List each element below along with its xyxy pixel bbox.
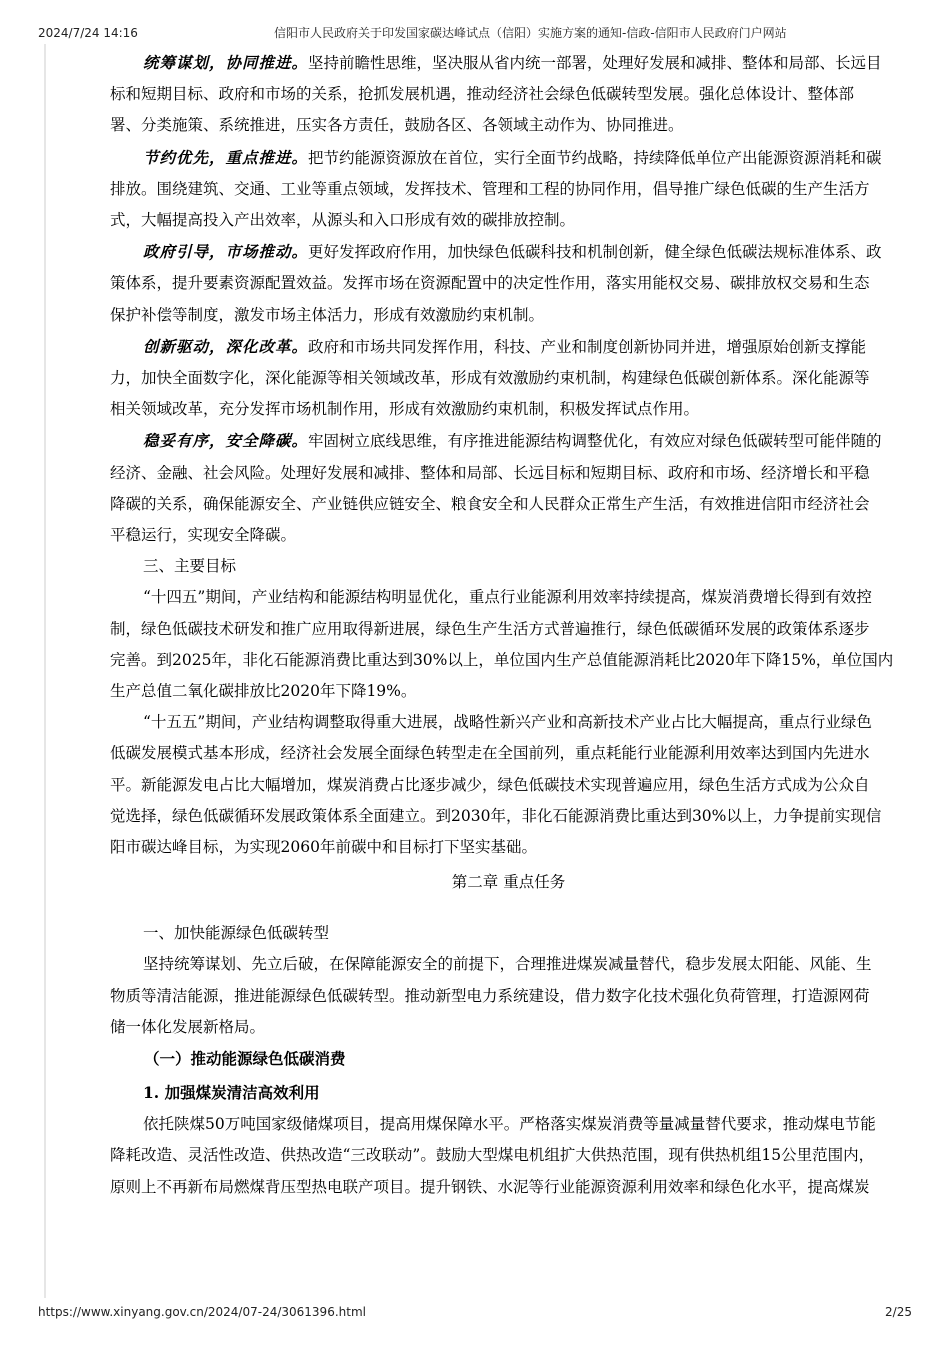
paragraph-text: 策体系，提升要素资源配置效益。发挥市场在资源配置中的决定性作用，落实用能权交易、碳排放权交易和生态 xyxy=(110,274,870,293)
paragraph-lead: 节约优先，重点推进。 xyxy=(143,147,309,167)
paragraph-text: 平稳运行，实现安全降碳。 xyxy=(110,526,297,545)
paragraph-text: 完善。到2025年，非化石能源消费比重达到30%以上，单位国内生产总值能源消耗比2020年下降15%，单位国内 xyxy=(110,650,894,669)
paragraph-text: 原则上不再新布局燃煤背压型热电联产项目。提升钢铁、水泥等行业能源资源利用效率和绿色化水平，提高煤炭 xyxy=(110,1177,870,1196)
paragraph-text: 觉选择，绿色低碳循环发展政策体系全面建立。到2030年，非化石能源消费比重达到30%以上，力争提前实现信 xyxy=(110,806,882,825)
principle-line xyxy=(110,520,907,551)
paragraph-text: 相关领域改革，充分发挥市场机制作用，形成有效激励约束机制，积极发挥试点作用。 xyxy=(110,400,700,419)
paragraph-text: 依托陕煤50万吨国家级储煤项目，提高用煤保障水平。严格落实煤炭消费等量减量替代要求，推动煤电节能 xyxy=(143,1115,876,1134)
principle-line xyxy=(110,300,907,331)
principle-line xyxy=(110,489,907,520)
print-datetime: 2024/7/24 14:16 xyxy=(38,26,138,40)
task-line xyxy=(110,1012,907,1043)
principle-line xyxy=(110,79,907,110)
chapter-title: 第二章 重点任务 xyxy=(451,873,566,892)
principle-line xyxy=(110,174,907,205)
paragraph-text: 把节约能源资源放在首位，实行全面节约战略，持续降低单位产出能源资源消耗和碳 xyxy=(308,148,882,167)
subsubsection-title: 1. 加强煤炭清洁高效利用 xyxy=(143,1083,320,1103)
paragraph-text: 保护补偿等制度，激发市场主体活力，形成有效激励约束机制。 xyxy=(110,305,545,324)
goal-line xyxy=(110,770,907,801)
paragraph-text: 坚持前瞻性思维，坚决服从省内统一部署，处理好发展和减排、整体和局部、长远目 xyxy=(308,54,882,72)
paragraph-text: 物质等清洁能源，推进能源绿色低碳转型。推动新型电力系统建设，借力数字化技术强化负荷管理，打造源网荷 xyxy=(110,986,870,1005)
paragraph-lead: 创新驱动，深化改革。 xyxy=(143,336,309,356)
paragraph-text: “十四五”期间，产业结构和能源结构明显优化，重点行业能源利用效率持续提高，煤炭消费增长得到有效控 xyxy=(143,588,872,607)
paragraph-lead: 政府引导，市场推动。 xyxy=(143,242,309,262)
print-page-title: 信阳市人民政府关于印发国家碳达峰试点（信阳）实施方案的通知-信政-信阳市人民政府门户网站 xyxy=(274,26,787,40)
page-url: https://www.xinyang.gov.cn/2024/07-24/3061396.html xyxy=(38,1305,366,1319)
paragraph-lead: 统筹谋划，协同推进。 xyxy=(143,53,309,72)
body-line xyxy=(110,1109,907,1140)
goal-line xyxy=(110,614,907,645)
paragraph-text: 更好发挥政府作用，加快绿色低碳科技和机制创新，健全绿色低碳法规标准体系、政 xyxy=(308,243,882,262)
paragraph-text: 式，大幅提高投入产出效率，从源头和入口形成有效的碳排放控制。 xyxy=(110,211,576,230)
paragraph-text: 署、分类施策、系统推进，压实各方责任，鼓励各区、各领域主动作为、协同推进。 xyxy=(110,116,684,135)
principles-section xyxy=(110,47,907,551)
print-header xyxy=(38,24,912,42)
subsection-title: （一）推动能源绿色低碳消费 xyxy=(144,1050,346,1069)
paragraph-text: 阳市碳达峰目标，为实现2060年前碳中和目标打下坚实基础。 xyxy=(110,838,537,857)
task-line xyxy=(110,981,907,1012)
principle-line xyxy=(110,236,907,268)
paragraph-text: 力，加快全面数字化，深化能源等相关领域改革，形成有效激励约束机制，构建绿色低碳创新体系。深化能源等 xyxy=(110,369,870,388)
goals-section xyxy=(110,582,907,863)
principle-line xyxy=(110,205,907,236)
paragraph-text: 坚持统筹谋划、先立后破，在保障能源安全的前提下，合理推进煤炭减量替代，稳步发展太阳能、风能、生 xyxy=(143,955,872,974)
goal-line xyxy=(110,582,907,613)
goal-line xyxy=(110,707,907,738)
principle-line xyxy=(110,458,907,489)
paragraph-text: 储一体化发展新格局。 xyxy=(110,1017,266,1036)
principle-line xyxy=(110,47,907,79)
goal-line xyxy=(110,801,907,832)
paragraph-text: “十五五”期间，产业结构调整取得重大进展，战略性新兴产业和高新技术产业占比大幅提高，重点行业绿色 xyxy=(143,713,872,732)
goal-line xyxy=(110,676,907,707)
task-title: 一、加快能源绿色低碳转型 xyxy=(143,924,330,943)
subsubsection-body xyxy=(110,1109,907,1203)
paragraph-text: 牢固树立底线思维，有序推进能源结构调整优化，有效应对绿色低碳转型可能伴随的 xyxy=(308,432,882,451)
article-body xyxy=(110,47,907,1287)
paragraph-text: 低碳发展模式基本形成，经济社会发展全面绿色转型走在全国前列，重点耗能行业能源利用效率达到国内先进水 xyxy=(110,744,870,763)
principle-line xyxy=(110,331,907,363)
paragraph-text: 经济、金融、社会风险。处理好发展和减排、整体和局部、长远目标和短期目标、政府和市场、经济增长和平稳 xyxy=(110,463,870,482)
task-line xyxy=(110,949,907,980)
paragraph-text: 标和短期目标、政府和市场的关系，抢抓发展机遇，推动经济社会绿色低碳转型发展。强化总体设计、整体部 xyxy=(110,85,855,104)
section-title-main-goals: 三、主要目标 xyxy=(143,557,237,576)
principle-line xyxy=(110,394,907,425)
goal-line xyxy=(110,738,907,769)
principle-line xyxy=(110,268,907,299)
paragraph-text: 排放。围绕建筑、交通、工业等重点领域，发挥技术、管理和工程的协同作用，倡导推广绿色低碳的生产生活方 xyxy=(110,179,870,198)
body-line xyxy=(110,1172,907,1203)
paragraph-text: 政府和市场共同发挥作用，科技、产业和制度创新协同并进，增强原始创新支撑能 xyxy=(308,337,867,356)
principle-line xyxy=(110,142,907,174)
principle-line xyxy=(110,425,907,457)
paragraph-text: 制，绿色低碳技术研发和推广应用取得新进展，绿色生产生活方式普遍推行，绿色低碳循环发展的政策体系逐步 xyxy=(110,619,870,638)
goal-line xyxy=(110,645,907,676)
print-footer xyxy=(38,1303,912,1321)
principle-line xyxy=(110,110,907,141)
goal-line xyxy=(110,832,907,863)
paragraph-lead: 稳妥有序，安全降碳。 xyxy=(143,431,309,451)
paragraph-text: 降碳的关系，确保能源安全、产业链供应链安全、粮食安全和人民群众正常生产生活，有效推进信阳市经济社会 xyxy=(110,494,870,513)
paragraph-text: 平。新能源发电占比大幅增加，煤炭消费占比逐步减少，绿色低碳技术实现普遍应用，绿色生活方式成为公众自 xyxy=(110,775,870,794)
paragraph-text: 生产总值二氧化碳排放比2020年下降19%。 xyxy=(110,682,417,701)
task-body xyxy=(110,949,907,1043)
paragraph-text: 降耗改造、灵活性改造、供热改造“三改联动”。鼓励大型煤电机组扩大供热范围，现有供热机组15公里范围内， xyxy=(110,1146,875,1165)
body-line xyxy=(110,1140,907,1171)
page-number: 2/25 xyxy=(885,1305,912,1319)
principle-line xyxy=(110,363,907,394)
left-margin-rule xyxy=(44,44,46,1298)
